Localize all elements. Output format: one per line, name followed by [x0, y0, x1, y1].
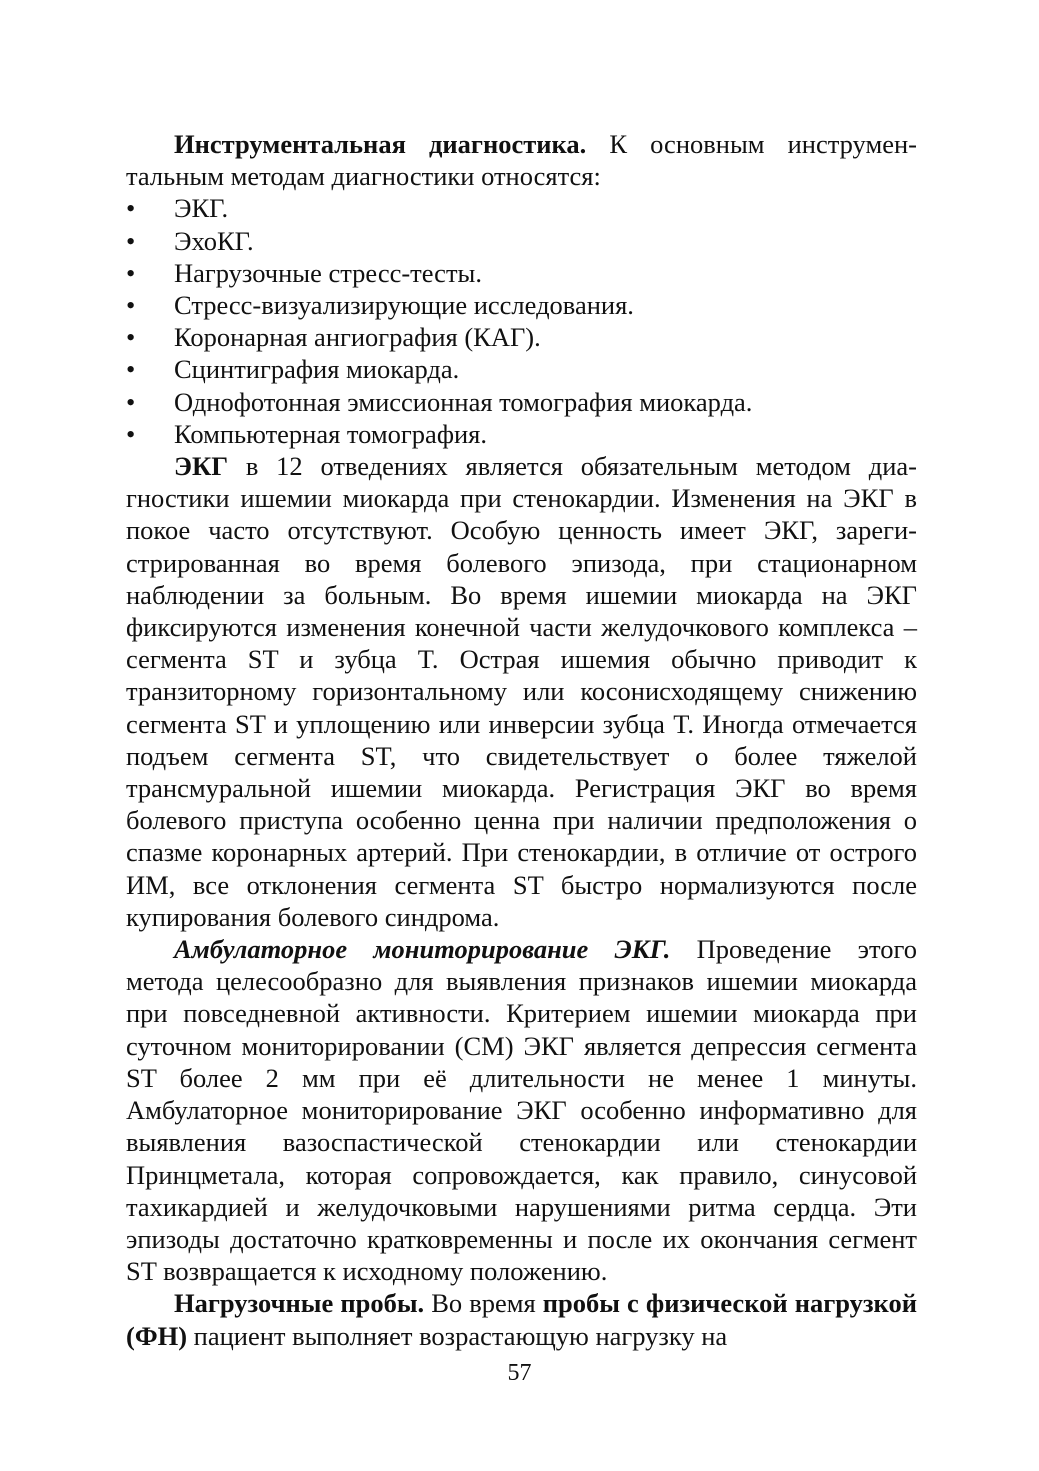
heading-ecg: ЭКГ	[174, 451, 229, 482]
paragraph-ecg	[126, 450, 917, 933]
bullet-icon: •	[126, 386, 136, 417]
paragraph-text: пациент выполняет возрастающую нагрузку на	[187, 1320, 728, 1351]
page-number: 57	[507, 1360, 532, 1386]
list-item-text: Однофотонная эмиссионная томография миокарда.	[174, 386, 753, 417]
heading-holter-monitoring: Амбулаторное мониторирование ЭКГ.	[174, 934, 671, 965]
list-item	[126, 192, 917, 224]
methods-list	[126, 192, 917, 450]
list-item	[126, 321, 917, 353]
bullet-icon: •	[126, 354, 136, 385]
paragraph-text: К основным инструментальным методам диагностики относятся:	[126, 129, 917, 192]
list-item	[126, 386, 917, 418]
list-item-text: Коронарная ангиография (КАГ).	[174, 322, 541, 353]
list-item-text: Стресс-визуализирующие исследования.	[174, 290, 634, 321]
bullet-icon: •	[126, 418, 136, 449]
paragraph-instrumental-diagnostics	[126, 128, 917, 192]
list-item-text: ЭхоКГ.	[174, 225, 254, 256]
bullet-icon: •	[126, 257, 136, 288]
paragraph-stress-tests	[126, 1287, 917, 1351]
paragraph-text: в 12 отведениях является обязательным методом диагностики ишемии миокарда при стенокардии. Изменения на ЭКГ в покое часто отсутствуют. Особую ценность имеет ЭКГ, зарегистрированная во время болевого эпизода, при стационарном наблюдении за больным. Во время ишемии миокарда на ЭКГ фиксируются изменения конечной части желудочкового комплекса – сегмента ST и зубца T. Острая ишемия обычно приводит к транзиторному горизонтальному или косонисходящему снижению сегмента ST и уплощению или инверсии зубца T. Иногда отмечается подъем сегмента ST, что свидетельствует о более тяжелой трансмуральной ишемии миокарда. Регистрация ЭКГ во время болевого приступа особенно ценна при наличии предположения о спазме коронарных артерий. При стенокардии, в отличие от острого ИМ, все отклонения сегмента ST быстро нормализуются после купирования болевого синдрома.	[126, 451, 917, 932]
list-item-text: Сцинтиграфия миокарда.	[174, 354, 460, 385]
list-item-text: Нагрузочные стресс-тесты.	[174, 257, 482, 288]
heading-instrumental-diagnostics: Инструментальная диагностика.	[174, 129, 587, 159]
paragraph-text: Проведение этого метода целесообразно для выявления признаков ишемии миокарда при повседневной активности. Критерием ишемии миокарда при суточном мониторировании (СМ) ЭКГ является депрессия сегмента ST более 2 мм при её длительности не менее 1 минуты. Амбулаторное мониторирование ЭКГ особенно информативно для выявления вазоспастической стенокардии или стенокардии Принцметала, которая сопровождается, как правило, синусовой тахикардией и желудочковыми нарушениями ритма сердца. Эти эпизоды достаточно кратковременны и после их окончания сегмент ST возвращается к исходному положению.	[126, 934, 917, 1287]
bullet-icon: •	[126, 290, 136, 321]
heading-stress-tests: Нагрузочные пробы.	[174, 1288, 425, 1319]
term-physical-load-test: пробы с физической нагрузкой (ФН)	[126, 1288, 917, 1351]
bullet-icon: •	[126, 193, 136, 224]
list-item-text: ЭКГ.	[174, 193, 229, 224]
list-item	[126, 257, 917, 289]
list-item	[126, 353, 917, 385]
list-item	[126, 225, 917, 257]
bullet-icon: •	[126, 225, 136, 256]
list-item	[126, 289, 917, 321]
bullet-icon: •	[126, 322, 136, 353]
paragraph-text: Во время	[424, 1288, 543, 1319]
paragraph-holter-monitoring	[126, 933, 917, 1287]
page-content	[126, 128, 917, 1352]
list-item-text: Компьютерная томография.	[174, 418, 487, 449]
list-item	[126, 418, 917, 450]
